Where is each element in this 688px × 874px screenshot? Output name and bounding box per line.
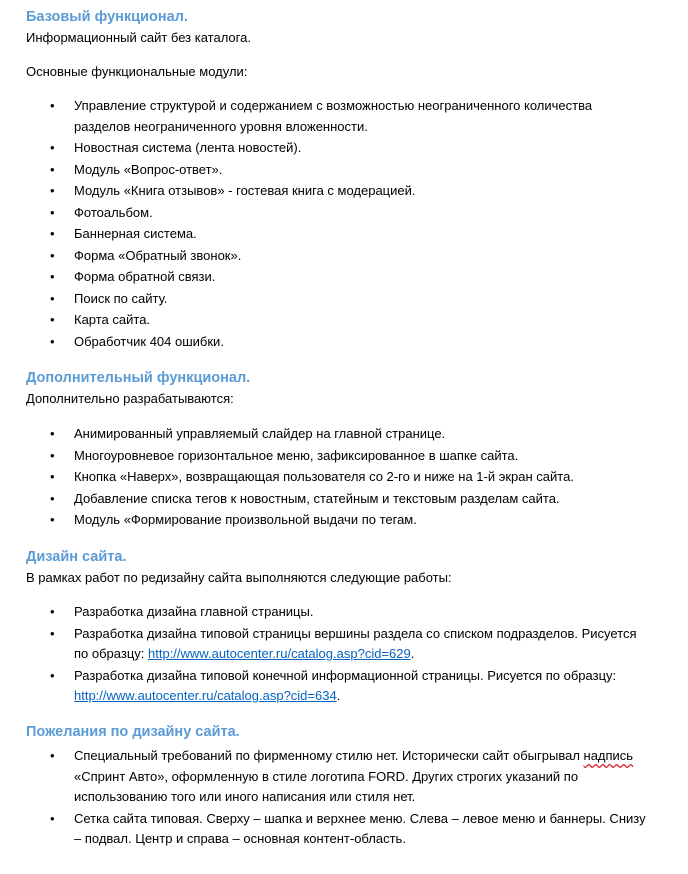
basic-item-1: Управление структурой и содержанием с возможностью неограниченного количества разделов неограниченного уровня вложенности. [74, 98, 593, 134]
list-item [0, 666, 668, 707]
list-item [0, 746, 668, 808]
design-item-3-text: Разработка дизайна типовой конечной информационной страницы. Рисуется по образцу: [74, 667, 617, 683]
extra-item-3: Кнопка «Наверх», возвращающая пользователя со 2-го и ниже на 1-й экран сайта. [74, 469, 574, 484]
period: . [336, 688, 341, 703]
design-item-2-text: Разработка дизайна типовой страницы вершины раздела со списком подразделов. Рисуется по образцу: [74, 625, 637, 661]
section-title-basic: Базовый функционал. [26, 9, 188, 25]
wishes-item-1b: «Спринт Авто», оформленную в стиле логотипа FORD. Других строгих указаний по использованию того или иного написания или стиля нет. [74, 768, 579, 804]
basic-item-2: Новостная система (лента новостей). [74, 140, 302, 155]
list-item [0, 138, 668, 159]
bullet: • [50, 604, 55, 619]
wishes-item-2: Сетка сайта типовая. Сверху – шапка и верхнее меню. Слева – левое меню и баннеры. Снизу – подвал. Центр и справа – основная контент-область. [74, 810, 646, 846]
basic-item-8: Форма обратной связи. [74, 269, 216, 284]
list-item [0, 267, 668, 288]
basic-item-4: Модуль «Книга отзывов» - гостевая книга с модерацией. [74, 183, 416, 198]
section-title-design: Дизайн сайта. [26, 549, 127, 565]
list-item [0, 332, 668, 353]
bullet: • [50, 667, 55, 683]
list-item [0, 510, 668, 531]
bullet: • [50, 140, 55, 155]
list-item [0, 246, 668, 267]
bullet: • [50, 447, 55, 463]
extra-item-4: Добавление списка тегов к новостным, статейным и текстовым разделам сайта. [74, 490, 560, 506]
extra-item-5: Модуль «Формирование произвольной выдачи по тегам. [74, 512, 417, 527]
bullet: • [50, 333, 55, 349]
list-item [0, 624, 668, 665]
section-title-wishes: Пожелания по дизайну сайта. [26, 724, 240, 740]
bullet: • [50, 269, 55, 284]
bullet: • [50, 625, 55, 641]
wishes-item-1a: Специальный требований по фирменному стилю нет. Исторически сайт обыгрывал [74, 748, 584, 763]
basic-item-10: Карта сайта. [74, 312, 151, 327]
list-item [0, 467, 668, 488]
basic-subhead: Основные функциональные модули: [26, 64, 248, 79]
bullet: • [50, 290, 55, 306]
list-item [0, 489, 668, 510]
design-list [0, 602, 668, 708]
spellcheck-word: надпись [583, 748, 634, 763]
bullet: • [50, 98, 55, 113]
list-item [0, 203, 668, 224]
list-item [0, 96, 668, 137]
basic-list [0, 96, 668, 353]
bullet: • [50, 469, 55, 484]
list-item [0, 181, 668, 202]
basic-item-9: Поиск по сайту. [74, 290, 168, 306]
basic-item-11: Обработчик 404 ошибки. [74, 333, 224, 349]
extra-list [0, 424, 668, 532]
bullet: • [50, 312, 55, 327]
list-item [0, 446, 668, 467]
period: . [410, 646, 415, 661]
basic-item-7: Форма «Обратный звонок». [74, 247, 242, 263]
bullet: • [50, 183, 55, 198]
extra-item-1: Анимированный управляемый слайдер на главной странице. [74, 426, 446, 441]
basic-item-6: Баннерная система. [74, 226, 197, 241]
list-item [0, 160, 668, 181]
basic-intro: Информационный сайт без каталога. [26, 30, 251, 45]
list-item [0, 310, 668, 331]
bullet: • [50, 226, 55, 241]
basic-item-5: Фотоальбом. [74, 204, 153, 220]
basic-item-3: Модуль «Вопрос-ответ». [74, 161, 223, 177]
section-title-extra: Дополнительный функционал. [26, 370, 251, 386]
bullet: • [50, 426, 55, 441]
extra-item-2: Многоуровневое горизонтальное меню, зафиксированное в шапке сайта. [74, 447, 519, 463]
design-intro: В рамках работ по редизайну сайта выполняются следующие работы: [26, 570, 452, 585]
bullet: • [50, 810, 55, 826]
extra-intro: Дополнительно разрабатываются: [26, 391, 234, 406]
bullet: • [50, 204, 55, 220]
link-catalog-634[interactable]: http://www.autocenter.ru/catalog.asp?cid=634 [74, 688, 337, 703]
list-item [0, 809, 668, 850]
bullet: • [50, 512, 55, 527]
list-item [0, 224, 668, 245]
link-catalog-629[interactable]: http://www.autocenter.ru/catalog.asp?cid=629 [148, 646, 411, 661]
bullet: • [50, 748, 55, 763]
list-item [0, 424, 668, 445]
bullet: • [50, 247, 55, 263]
wishes-list [0, 746, 668, 851]
list-item [0, 289, 668, 310]
list-item [0, 602, 668, 623]
bullet: • [50, 161, 55, 177]
design-item-1: Разработка дизайна главной страницы. [74, 604, 314, 619]
bullet: • [50, 490, 55, 506]
